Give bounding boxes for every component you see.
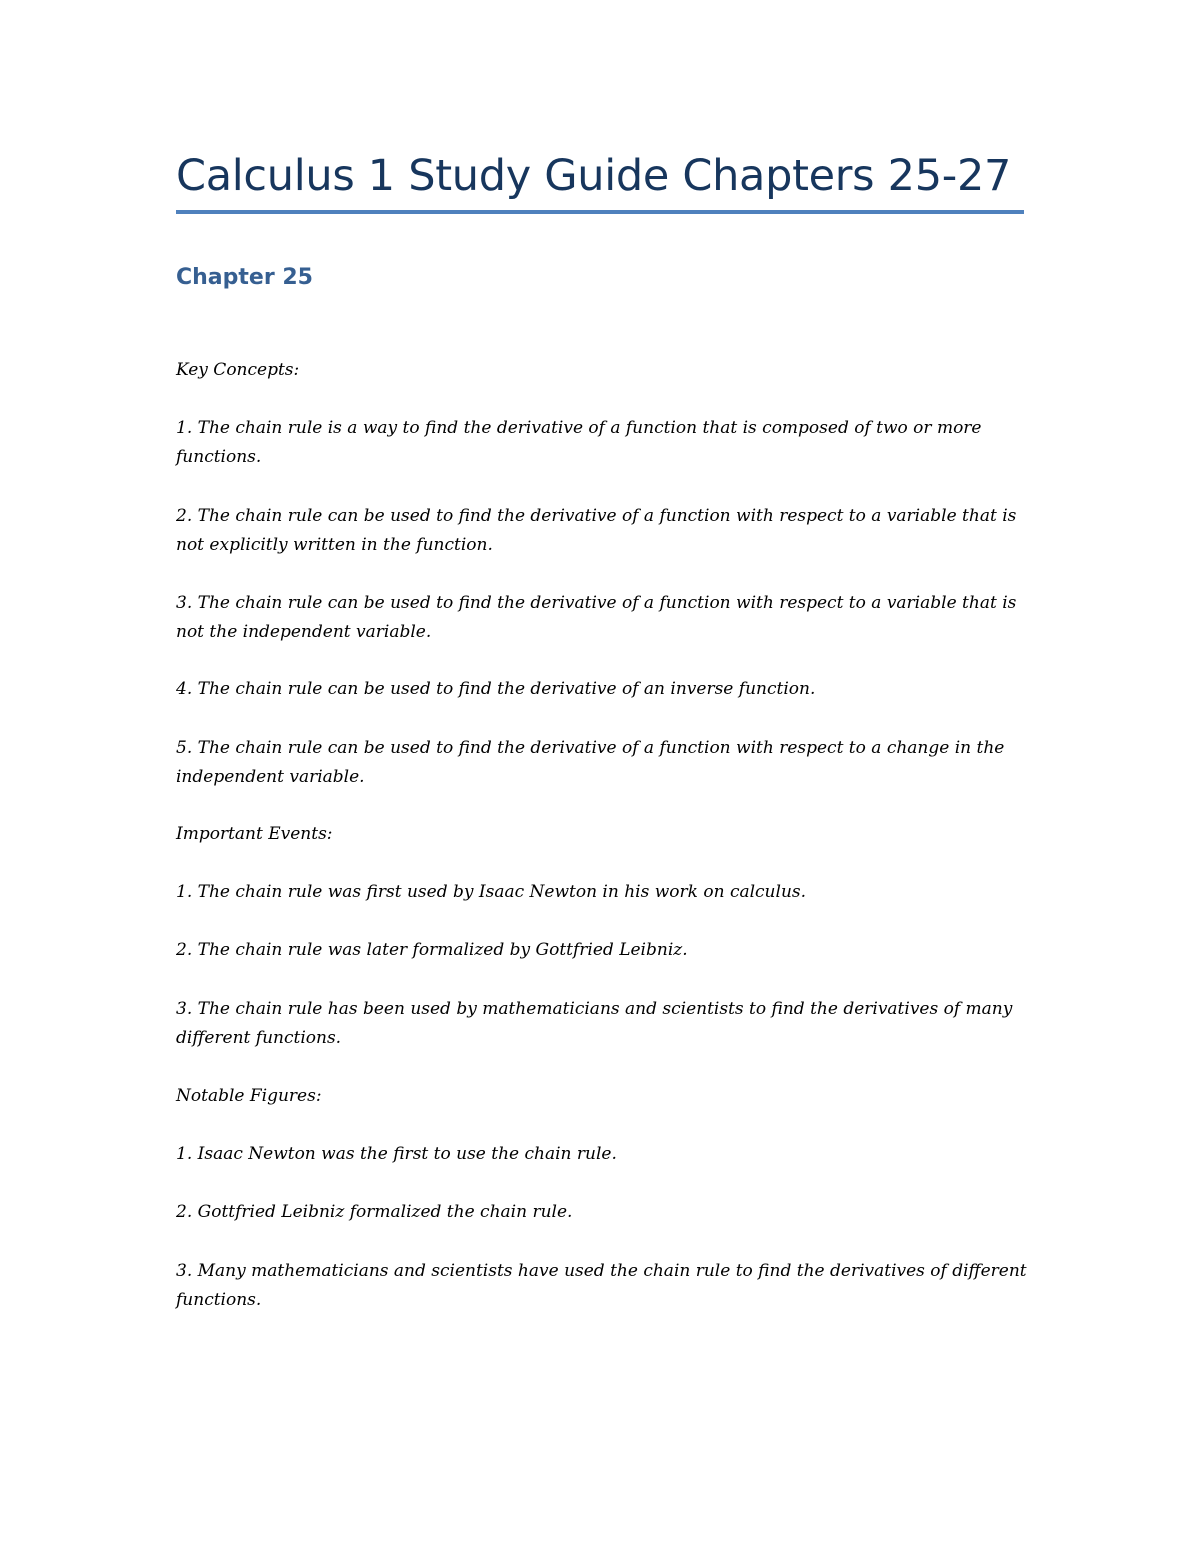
chapter-heading: Chapter 25 <box>176 265 313 290</box>
key-concepts-label: Key Concepts: <box>176 360 300 380</box>
notable-figures-label: Notable Figures: <box>176 1086 322 1106</box>
important-event-item-2: 2. The chain rule was later formalized by Gottfried Leibniz. <box>176 940 688 960</box>
important-event-item-3: 3. The chain rule has been used by mathematicians and scientists to find the derivatives of many different functions. <box>176 999 1013 1048</box>
important-event-item-1: 1. The chain rule was first used by Isaac Newton in his work on calculus. <box>176 882 807 902</box>
important-events-label: Important Events: <box>176 824 333 844</box>
key-concept-item-3: 3. The chain rule can be used to find the derivative of a function with respect to a variable that is not the independent variable. <box>176 593 1017 642</box>
key-concept-item-4: 4. The chain rule can be used to find the derivative of an inverse function. <box>176 679 816 699</box>
key-concept-item-1: 1. The chain rule is a way to find the derivative of a function that is composed of two or more functions. <box>176 418 982 467</box>
key-concept-item-5: 5. The chain rule can be used to find the derivative of a function with respect to a change in the independent variable. <box>176 738 1005 787</box>
notable-figure-item-2: 2. Gottfried Leibniz formalized the chain rule. <box>176 1202 573 1222</box>
notable-figure-item-3: 3. Many mathematicians and scientists have used the chain rule to find the derivatives of different functions. <box>176 1261 1027 1310</box>
notable-figure-item-1: 1. Isaac Newton was the first to use the chain rule. <box>176 1144 617 1164</box>
title-underline-rule <box>176 210 1024 214</box>
key-concept-item-2: 2. The chain rule can be used to find the derivative of a function with respect to a variable that is not explicitly written in the function. <box>176 506 1017 555</box>
document-title: Calculus 1 Study Guide Chapters 25-27 <box>176 151 1012 201</box>
